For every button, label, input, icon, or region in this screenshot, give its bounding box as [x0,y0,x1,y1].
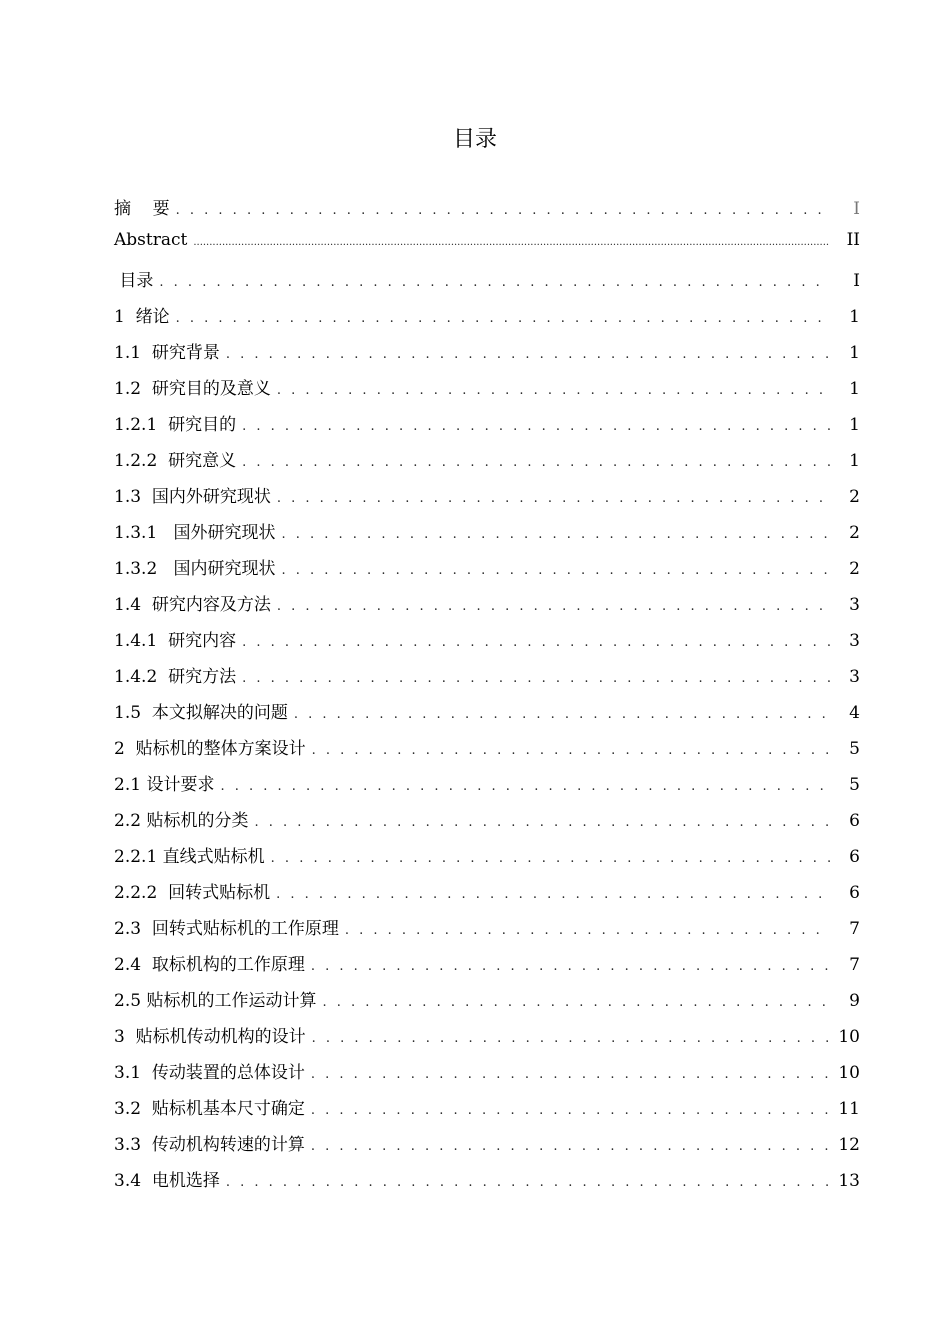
toc-entry[interactable] [114,986,860,1022]
toc-entry[interactable] [114,842,860,878]
toc-label: 1.2.1 研究目的 [114,415,237,435]
toc-label: 1.4.1 研究内容 [114,631,237,651]
toc-label: 2.2.2 回转式贴标机 [114,883,271,903]
toc-page: 6 [849,811,860,831]
toc-entry[interactable] [114,770,860,806]
toc-entry[interactable] [114,194,860,230]
toc-page: 1 [849,307,860,327]
toc-label: 2.3 回转式贴标机的工作原理 [114,919,339,939]
toc-entry[interactable] [114,698,860,734]
toc-label: 1 绪论 [114,307,170,327]
dot-leader [193,237,830,248]
toc-page: 1 [849,451,860,471]
page-title: 目录 [452,127,497,152]
toc-label: 1.4.2 研究方法 [114,667,237,687]
dot-leader [277,491,830,506]
toc-label: 3.3 传动机构转速的计算 [114,1135,305,1155]
toc-label: 2 贴标机的整体方案设计 [114,739,306,759]
toc-entry[interactable] [114,1166,860,1202]
dot-leader [242,455,830,470]
toc-page: 7 [849,919,860,939]
toc-entry[interactable] [114,878,860,914]
dot-leader [311,1067,830,1082]
toc-page: 11 [838,1099,860,1119]
toc-label: 2.1 设计要求 [114,775,215,795]
toc-entry[interactable] [114,266,860,302]
toc-entry[interactable] [114,806,860,842]
toc-page: 9 [849,991,860,1011]
toc-label: 3 贴标机传动机构的设计 [114,1027,306,1047]
toc-entry[interactable] [114,626,860,662]
toc-label: 1.5 本文拟解决的问题 [114,703,288,723]
toc-label: 2.4 取标机构的工作原理 [114,955,305,975]
toc-entry[interactable] [114,662,860,698]
toc-entry[interactable] [114,302,860,338]
dot-leader [277,599,830,614]
toc-page: 5 [849,739,860,759]
toc-page: 10 [838,1027,860,1047]
dot-leader [277,383,830,398]
dot-leader [311,959,830,974]
toc-page: 5 [849,775,860,795]
toc-entry[interactable] [114,230,860,266]
dot-leader [281,527,830,542]
dot-leader [276,887,830,902]
toc-entry[interactable] [114,734,860,770]
toc-label: 1.1 研究背景 [114,343,220,363]
toc-entry[interactable] [114,1094,860,1130]
toc-entry[interactable] [114,446,860,482]
dot-leader [242,419,830,434]
toc-page: 2 [849,523,860,543]
dot-leader [271,851,830,866]
toc-label: 3.1 传动装置的总体设计 [114,1063,305,1083]
toc-entry[interactable] [114,374,860,410]
toc-page: 1 [849,415,860,435]
toc-label: 1.3.1 国外研究现状 [114,523,276,543]
toc-label: Abstract [114,230,188,250]
toc-page: 3 [849,595,860,615]
toc-label: 1.3 国内外研究现状 [114,487,271,507]
toc-label: 3.2 贴标机基本尺寸确定 [114,1099,305,1119]
toc-page: 4 [849,703,860,723]
dot-leader [281,563,830,578]
toc-entry[interactable] [114,950,860,986]
dot-leader [220,779,830,794]
toc-entry[interactable] [114,554,860,590]
toc-label: 1.2.2 研究意义 [114,451,237,471]
toc-label: 2.2.1 直线式贴标机 [114,847,265,867]
dot-leader [242,635,830,650]
toc-label: 1.4 研究内容及方法 [114,595,271,615]
dot-leader [226,347,830,362]
toc-label: 3.4 电机选择 [114,1171,220,1191]
toc-label: 2.5 贴标机的工作运动计算 [114,991,317,1011]
dot-leader [242,671,830,686]
toc-page: I [853,271,860,291]
toc-entry[interactable] [114,518,860,554]
dot-leader [254,815,830,830]
toc-page: 1 [849,379,860,399]
toc-page: Ⅰ [853,199,860,219]
dot-leader [159,275,830,290]
dot-leader [311,1139,830,1154]
toc-entry[interactable] [114,590,860,626]
toc-label: 目录 [114,271,154,291]
toc-page: 1 [849,343,860,363]
dot-leader [345,923,830,938]
dot-leader [311,1103,830,1118]
dot-leader [176,203,830,218]
toc-page: 3 [849,631,860,651]
toc-page: 2 [849,487,860,507]
toc-entry[interactable] [114,482,860,518]
toc-entry[interactable] [114,914,860,950]
dot-leader [176,311,830,326]
toc-label: 1.3.2 国内研究现状 [114,559,276,579]
toc-page: 13 [838,1171,860,1191]
dot-leader [312,1031,830,1046]
toc-page: II [846,230,860,250]
toc-entry[interactable] [114,1058,860,1094]
dot-leader [226,1175,830,1190]
toc-page: 3 [849,667,860,687]
toc-page: 12 [838,1135,860,1155]
toc-label: 2.2 贴标机的分类 [114,811,249,831]
toc-entry[interactable] [114,410,860,446]
toc-page: 2 [849,559,860,579]
toc-entry[interactable] [114,1022,860,1058]
toc-label: 摘 要 [114,199,170,219]
dot-leader [322,995,830,1010]
toc-entry[interactable] [114,1130,860,1166]
toc-page: 6 [849,883,860,903]
table-of-contents [114,194,860,1202]
toc-page: 10 [838,1063,860,1083]
toc-entry[interactable] [114,338,860,374]
dot-leader [312,743,830,758]
toc-label: 1.2 研究目的及意义 [114,379,271,399]
toc-page: 7 [849,955,860,975]
dot-leader [294,707,830,722]
toc-page: 6 [849,847,860,867]
